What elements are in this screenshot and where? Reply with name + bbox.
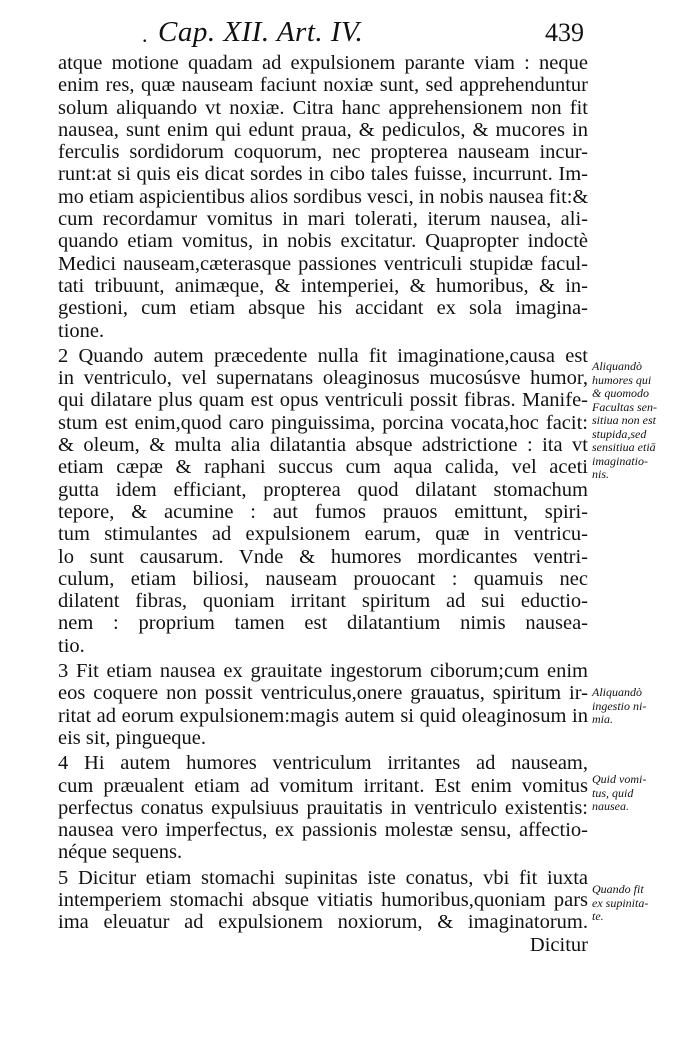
text-line: atque motione quadam ad expulsionem parante viam : neque xyxy=(58,52,588,74)
margin-note-line: ingestio ni- xyxy=(592,698,647,713)
text-line: nausea, sunt enim qui edunt praua, & pediculos, & mucores in xyxy=(58,118,588,141)
margin-note-line: stupida,sed xyxy=(592,426,647,441)
margin-note-vomitus xyxy=(592,773,646,814)
catchword: Dicitur xyxy=(529,933,588,956)
margin-note-humores xyxy=(592,360,657,482)
text-line: dilatent fibras, quoniam irritant spiritum ad sui eductio- xyxy=(58,590,588,613)
header-dot: . xyxy=(142,22,148,47)
text-line: ritat ad eorum expulsionem:magis autem si quid oleaginosum in xyxy=(58,704,588,727)
margin-note-line: Aliquandò xyxy=(592,359,642,373)
text-line: ima eleuatur ad expulsionem noxiorum, & imaginatorum. xyxy=(58,911,588,934)
margin-note-line: humores qui xyxy=(592,372,652,387)
margin-note-line: nausea. xyxy=(592,799,629,813)
margin-note-supinitas xyxy=(592,883,648,924)
margin-note-line: Facultas sen- xyxy=(592,399,657,414)
margin-note-line: sensitiua etiā xyxy=(592,440,656,454)
chapter-article-title: Cap. XII. Art. IV. xyxy=(158,16,364,48)
margin-note-line: tus, quid xyxy=(592,785,634,800)
text-line: quando etiam vomitus, in nobis excitatur. Quapropter indoctè xyxy=(58,230,588,253)
margin-note-line: te. xyxy=(592,909,604,923)
text-line: & oleum, & multa alia dilatantia absque adstrictione : ita vt xyxy=(58,434,588,457)
text-line: eos coquere non possit ventriculus,onere grauatus, spiritum ir- xyxy=(58,682,588,705)
text-line: gestioni, cum etiam absque his accidant ex sola imagina- xyxy=(58,297,588,320)
text-line: 3 Fit etiam nausea ex grauitate ingestorum ciborum;cum enim xyxy=(58,660,588,683)
text-line: nem : proprium tamen est dilatantium nimis nausea- xyxy=(58,612,588,635)
margin-note-line: sitiua non est xyxy=(592,413,657,427)
text-line: tepore, & acumine : aut fumos prauos emittunt, spiri- xyxy=(58,500,588,523)
text-line: 4 Hi autem humores ventriculum irritantes ad nauseam, xyxy=(58,752,588,775)
text-line: nausea vero imperfectus, ex passionis molestæ sensu, affectio- xyxy=(58,819,588,842)
margin-note-line: Quid vomi- xyxy=(592,772,647,786)
margin-note-line: & quomodo xyxy=(592,386,649,400)
text-line: ferculis sordidorum coquorum, nec propterea nauseam incur- xyxy=(58,141,588,164)
text-line: stum est enim,quod caro pinguissima, porcina vocata,hoc facit: xyxy=(58,411,588,434)
margin-note-line: mia. xyxy=(592,712,613,726)
text-line: néque sequens. xyxy=(58,841,183,864)
text-line: enim res, quæ nauseam faciunt noxiæ sunt, sed apprehenduntur xyxy=(58,74,588,97)
text-line: mo etiam aspicientibus alios sordibus vesci, in nobis nausea fit:& xyxy=(58,185,589,208)
text-line: qui dilatare plus quam est opus ventriculi possit fibras. Manife- xyxy=(58,389,588,412)
text-line: cum præualent etiam ad vomitum irritant. Est enim vomitus xyxy=(58,774,588,797)
text-line: perfectus conatus expulsiuus prauitatis in ventriculo existentis: xyxy=(58,796,588,819)
margin-note-line: Aliquandò xyxy=(592,685,642,699)
text-line: tio. xyxy=(58,634,85,657)
margin-note-line: imaginatio- xyxy=(592,453,648,468)
text-line: etiam cæpæ & raphani succus cum aqua calida, vel aceti xyxy=(58,456,588,479)
text-line: lo sunt causarum. Vnde & humores mordicantes ventri- xyxy=(58,545,588,568)
main-text-column xyxy=(58,52,588,956)
margin-note-ingestio xyxy=(592,686,646,727)
running-header xyxy=(0,14,700,54)
text-line: runt:at si quis eis dicat sordes in cibo tales fuisse, incurrunt. Im- xyxy=(58,163,588,186)
text-line: in ventriculo, vel supernatans oleaginosus mucosúsve humor, xyxy=(58,367,588,390)
text-line: cum recordamur vomitus in mari tolerati, iterum nausea, ali- xyxy=(58,208,588,231)
margin-note-line: Quando fit xyxy=(592,882,644,896)
text-line: culum, etiam biliosi, nauseam prouocant : quamuis nec xyxy=(58,567,588,590)
text-line: 5 Dicitur etiam stomachi supinitas iste conatus, vbi fit iuxta xyxy=(58,866,588,889)
page-number: 439 xyxy=(545,18,584,47)
text-line: tione. xyxy=(58,319,105,342)
margin-note-line: nis. xyxy=(592,467,610,481)
text-line: eis sit, pingueque. xyxy=(58,726,207,749)
text-line: gutta idem efficiant, propterea quod dilatant stomachum xyxy=(58,478,588,501)
text-line: tati tribuunt, animæque, & intemperiei, & humoribus, & in- xyxy=(58,274,588,297)
text-line: 2 Quando autem præcedente nulla fit imaginatione,causa est xyxy=(58,344,588,367)
text-line: solum aliquando vt noxiæ. Citra hanc apprehensionem non fit xyxy=(58,96,588,119)
text-line: Medici nauseam,cæterasque passiones ventriculi stupidæ facul- xyxy=(58,252,588,275)
margin-note-line: ex supinita- xyxy=(592,895,649,910)
text-line: intemperiem stomachi absque vitiatis humoribus,quoniam pars xyxy=(58,888,588,911)
text-line: tum stimulantes ad expulsionem earum, quæ in ventricu- xyxy=(58,523,588,546)
